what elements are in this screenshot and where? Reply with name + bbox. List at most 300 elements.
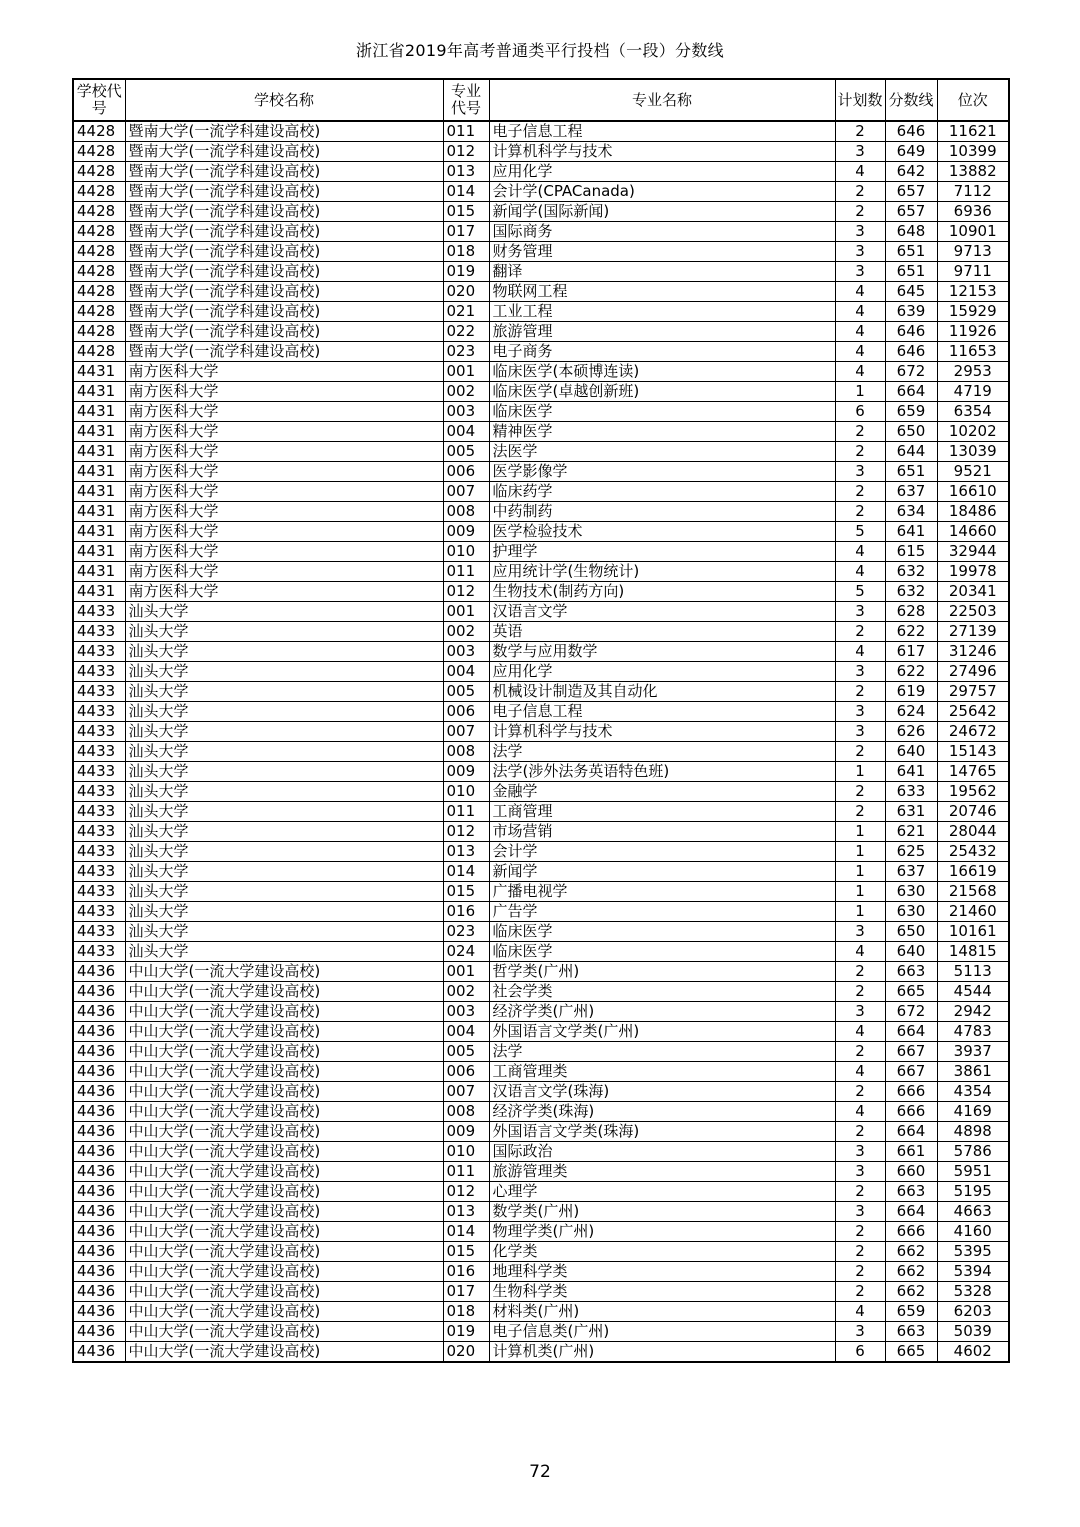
school-code-cell: 4428 [73, 322, 125, 342]
school-code-cell: 4433 [73, 882, 125, 902]
table-row [73, 282, 1009, 302]
major-name-cell: 社会学类 [489, 982, 835, 1002]
school-code-cell: 4431 [73, 442, 125, 462]
rank-cell: 18486 [937, 502, 1009, 522]
school-code-cell: 4436 [73, 1062, 125, 1082]
score-cell: 659 [885, 402, 937, 422]
major-code-cell: 009 [443, 522, 489, 542]
score-table [72, 78, 1010, 1363]
table-row [73, 642, 1009, 662]
major-name-cell: 会计学 [489, 842, 835, 862]
table-row [73, 142, 1009, 162]
table-row [73, 882, 1009, 902]
table-row [73, 121, 1009, 142]
plan-cell: 4 [835, 1062, 885, 1082]
school-name-cell: 汕头大学 [125, 942, 443, 962]
rank-cell: 16610 [937, 482, 1009, 502]
score-cell: 664 [885, 1022, 937, 1042]
school-code-cell: 4428 [73, 302, 125, 322]
rank-cell: 11621 [937, 121, 1009, 142]
major-name-cell: 电子信息工程 [489, 702, 835, 722]
major-code-cell: 005 [443, 682, 489, 702]
major-name-cell: 法学(涉外法务英语特色班) [489, 762, 835, 782]
school-name-cell: 中山大学(一流大学建设高校) [125, 1302, 443, 1322]
table-row [73, 1082, 1009, 1102]
school-name-cell: 汕头大学 [125, 782, 443, 802]
major-code-cell: 001 [443, 362, 489, 382]
school-name-cell: 中山大学(一流大学建设高校) [125, 1202, 443, 1222]
plan-cell: 6 [835, 402, 885, 422]
score-cell: 630 [885, 902, 937, 922]
plan-cell: 2 [835, 502, 885, 522]
plan-cell: 6 [835, 1342, 885, 1363]
major-name-cell: 计算机科学与技术 [489, 142, 835, 162]
table-row [73, 822, 1009, 842]
score-cell: 641 [885, 762, 937, 782]
school-code-cell: 4436 [73, 982, 125, 1002]
plan-cell: 4 [835, 342, 885, 362]
table-row [73, 422, 1009, 442]
school-code-cell: 4433 [73, 782, 125, 802]
school-name-cell: 南方医科大学 [125, 502, 443, 522]
plan-cell: 3 [835, 462, 885, 482]
rank-cell: 6354 [937, 402, 1009, 422]
rank-cell: 5328 [937, 1282, 1009, 1302]
score-cell: 662 [885, 1242, 937, 1262]
plan-cell: 1 [835, 822, 885, 842]
school-name-cell: 南方医科大学 [125, 582, 443, 602]
plan-cell: 4 [835, 1022, 885, 1042]
major-name-cell: 化学类 [489, 1242, 835, 1262]
school-code-cell: 4433 [73, 922, 125, 942]
score-cell: 666 [885, 1102, 937, 1122]
major-code-cell: 008 [443, 1102, 489, 1122]
school-name-cell: 南方医科大学 [125, 482, 443, 502]
table-row [73, 342, 1009, 362]
school-code-cell: 4431 [73, 482, 125, 502]
major-code-cell: 003 [443, 402, 489, 422]
rank-cell: 3861 [937, 1062, 1009, 1082]
plan-cell: 4 [835, 542, 885, 562]
plan-cell: 1 [835, 762, 885, 782]
rank-cell: 13882 [937, 162, 1009, 182]
major-name-cell: 数学与应用数学 [489, 642, 835, 662]
plan-cell: 2 [835, 1282, 885, 1302]
rank-cell: 16619 [937, 862, 1009, 882]
school-name-cell: 南方医科大学 [125, 522, 443, 542]
score-cell: 672 [885, 1002, 937, 1022]
major-name-cell: 电子商务 [489, 342, 835, 362]
plan-cell: 4 [835, 562, 885, 582]
school-name-cell: 南方医科大学 [125, 542, 443, 562]
school-name-cell: 南方医科大学 [125, 562, 443, 582]
table-row [73, 542, 1009, 562]
school-name-cell: 汕头大学 [125, 882, 443, 902]
rank-cell: 19978 [937, 562, 1009, 582]
rank-cell: 14815 [937, 942, 1009, 962]
major-code-cell: 010 [443, 542, 489, 562]
major-code-cell: 022 [443, 322, 489, 342]
rank-cell: 19562 [937, 782, 1009, 802]
plan-cell: 2 [835, 962, 885, 982]
plan-cell: 5 [835, 522, 885, 542]
score-cell: 646 [885, 342, 937, 362]
plan-cell: 4 [835, 322, 885, 342]
major-name-cell: 英语 [489, 622, 835, 642]
score-cell: 663 [885, 962, 937, 982]
rank-cell: 10399 [937, 142, 1009, 162]
table-row [73, 1282, 1009, 1302]
school-code-cell: 4428 [73, 262, 125, 282]
major-name-cell: 翻译 [489, 262, 835, 282]
major-name-cell: 旅游管理 [489, 322, 835, 342]
score-cell: 646 [885, 322, 937, 342]
plan-cell: 3 [835, 722, 885, 742]
score-cell: 619 [885, 682, 937, 702]
major-code-cell: 013 [443, 162, 489, 182]
major-name-cell: 医学检验技术 [489, 522, 835, 542]
table-row [73, 502, 1009, 522]
rank-cell: 4354 [937, 1082, 1009, 1102]
major-code-cell: 002 [443, 382, 489, 402]
major-code-cell: 023 [443, 342, 489, 362]
school-code-cell: 4428 [73, 162, 125, 182]
school-code-cell: 4431 [73, 542, 125, 562]
school-code-cell: 4436 [73, 1002, 125, 1022]
page-number: 72 [529, 1462, 551, 1482]
school-name-cell: 汕头大学 [125, 822, 443, 842]
plan-cell: 3 [835, 702, 885, 722]
major-code-cell: 024 [443, 942, 489, 962]
score-cell: 626 [885, 722, 937, 742]
score-cell: 637 [885, 482, 937, 502]
major-name-cell: 生物科学类 [489, 1282, 835, 1302]
major-code-cell: 011 [443, 1162, 489, 1182]
rank-cell: 9713 [937, 242, 1009, 262]
major-name-cell: 计算机科学与技术 [489, 722, 835, 742]
school-code-cell: 4428 [73, 282, 125, 302]
rank-cell: 21568 [937, 882, 1009, 902]
table-row [73, 982, 1009, 1002]
major-code-cell: 002 [443, 982, 489, 1002]
page-title: 浙江省2019年高考普通类平行投档（一段）分数线 [356, 41, 724, 60]
rank-cell: 2953 [937, 362, 1009, 382]
plan-cell: 4 [835, 362, 885, 382]
major-name-cell: 护理学 [489, 542, 835, 562]
school-code-cell: 4433 [73, 842, 125, 862]
score-cell: 632 [885, 562, 937, 582]
school-name-cell: 中山大学(一流大学建设高校) [125, 1102, 443, 1122]
school-code-cell: 4431 [73, 562, 125, 582]
table-row [73, 1302, 1009, 1322]
school-code-cell: 4433 [73, 622, 125, 642]
major-code-cell: 003 [443, 642, 489, 662]
plan-cell: 3 [835, 1002, 885, 1022]
table-row [73, 482, 1009, 502]
plan-cell: 2 [835, 742, 885, 762]
school-name-cell: 南方医科大学 [125, 422, 443, 442]
table-row [73, 382, 1009, 402]
major-code-cell: 013 [443, 1202, 489, 1222]
school-name-cell: 汕头大学 [125, 862, 443, 882]
plan-cell: 4 [835, 1102, 885, 1122]
school-name-cell: 暨南大学(一流学科建设高校) [125, 142, 443, 162]
plan-cell: 2 [835, 1242, 885, 1262]
table-row [73, 1102, 1009, 1122]
rank-cell: 21460 [937, 902, 1009, 922]
major-name-cell: 医学影像学 [489, 462, 835, 482]
school-code-cell: 4436 [73, 1262, 125, 1282]
table-row [73, 1262, 1009, 1282]
table-body [73, 121, 1009, 1362]
major-name-cell: 临床医学 [489, 922, 835, 942]
major-name-cell: 应用统计学(生物统计) [489, 562, 835, 582]
score-cell: 650 [885, 922, 937, 942]
major-name-cell: 国际商务 [489, 222, 835, 242]
plan-cell: 3 [835, 1162, 885, 1182]
school-name-cell: 汕头大学 [125, 662, 443, 682]
score-cell: 628 [885, 602, 937, 622]
header-school-code: 学校代号 [73, 79, 125, 121]
school-code-cell: 4428 [73, 142, 125, 162]
major-name-cell: 电子信息工程 [489, 121, 835, 142]
rank-cell: 6203 [937, 1302, 1009, 1322]
score-cell: 660 [885, 1162, 937, 1182]
school-code-cell: 4433 [73, 902, 125, 922]
school-name-cell: 暨南大学(一流学科建设高校) [125, 282, 443, 302]
table-row [73, 802, 1009, 822]
major-code-cell: 009 [443, 1122, 489, 1142]
school-name-cell: 汕头大学 [125, 622, 443, 642]
school-code-cell: 4436 [73, 1282, 125, 1302]
major-code-cell: 015 [443, 1242, 489, 1262]
school-name-cell: 中山大学(一流大学建设高校) [125, 1142, 443, 1162]
major-name-cell: 广播电视学 [489, 882, 835, 902]
major-code-cell: 008 [443, 502, 489, 522]
score-cell: 665 [885, 982, 937, 1002]
school-code-cell: 4431 [73, 382, 125, 402]
plan-cell: 2 [835, 442, 885, 462]
school-name-cell: 暨南大学(一流学科建设高校) [125, 162, 443, 182]
table-row [73, 262, 1009, 282]
header-plan: 计划数 [835, 79, 885, 121]
major-code-cell: 008 [443, 742, 489, 762]
school-name-cell: 中山大学(一流大学建设高校) [125, 1282, 443, 1302]
school-code-cell: 4436 [73, 1302, 125, 1322]
school-code-cell: 4431 [73, 522, 125, 542]
major-code-cell: 003 [443, 1002, 489, 1022]
major-code-cell: 012 [443, 822, 489, 842]
major-name-cell: 国际政治 [489, 1142, 835, 1162]
major-code-cell: 009 [443, 762, 489, 782]
score-cell: 631 [885, 802, 937, 822]
rank-cell: 5395 [937, 1242, 1009, 1262]
major-code-cell: 017 [443, 222, 489, 242]
school-name-cell: 汕头大学 [125, 702, 443, 722]
plan-cell: 4 [835, 942, 885, 962]
header-rank: 位次 [937, 79, 1009, 121]
plan-cell: 2 [835, 782, 885, 802]
plan-cell: 4 [835, 282, 885, 302]
school-name-cell: 汕头大学 [125, 902, 443, 922]
score-cell: 664 [885, 382, 937, 402]
header-score: 分数线 [885, 79, 937, 121]
rank-cell: 4544 [937, 982, 1009, 1002]
school-name-cell: 中山大学(一流大学建设高校) [125, 1162, 443, 1182]
header-major-name: 专业名称 [489, 79, 835, 121]
plan-cell: 1 [835, 842, 885, 862]
rank-cell: 4783 [937, 1022, 1009, 1042]
table-row [73, 1342, 1009, 1363]
rank-cell: 32944 [937, 542, 1009, 562]
school-name-cell: 暨南大学(一流学科建设高校) [125, 302, 443, 322]
score-cell: 664 [885, 1122, 937, 1142]
school-name-cell: 暨南大学(一流学科建设高校) [125, 121, 443, 142]
rank-cell: 15143 [937, 742, 1009, 762]
school-code-cell: 4431 [73, 502, 125, 522]
major-name-cell: 临床医学 [489, 942, 835, 962]
major-code-cell: 004 [443, 662, 489, 682]
plan-cell: 3 [835, 922, 885, 942]
school-code-cell: 4433 [73, 602, 125, 622]
rank-cell: 9711 [937, 262, 1009, 282]
school-code-cell: 4428 [73, 342, 125, 362]
school-code-cell: 4436 [73, 1322, 125, 1342]
major-name-cell: 新闻学 [489, 862, 835, 882]
school-name-cell: 中山大学(一流大学建设高校) [125, 1222, 443, 1242]
plan-cell: 2 [835, 802, 885, 822]
major-name-cell: 计算机类(广州) [489, 1342, 835, 1363]
school-code-cell: 4431 [73, 362, 125, 382]
major-name-cell: 市场营销 [489, 822, 835, 842]
plan-cell: 3 [835, 662, 885, 682]
school-name-cell: 暨南大学(一流学科建设高校) [125, 262, 443, 282]
score-cell: 646 [885, 121, 937, 142]
rank-cell: 20746 [937, 802, 1009, 822]
table-row [73, 842, 1009, 862]
school-code-cell: 4433 [73, 642, 125, 662]
major-code-cell: 019 [443, 262, 489, 282]
score-cell: 640 [885, 742, 937, 762]
major-name-cell: 广告学 [489, 902, 835, 922]
major-name-cell: 物联网工程 [489, 282, 835, 302]
table-row [73, 1162, 1009, 1182]
plan-cell: 4 [835, 1302, 885, 1322]
table-row [73, 1042, 1009, 1062]
plan-cell: 3 [835, 222, 885, 242]
school-code-cell: 4428 [73, 182, 125, 202]
major-name-cell: 临床医学(卓越创新班) [489, 382, 835, 402]
school-name-cell: 中山大学(一流大学建设高校) [125, 982, 443, 1002]
major-name-cell: 经济学类(广州) [489, 1002, 835, 1022]
major-name-cell: 物理学类(广州) [489, 1222, 835, 1242]
rank-cell: 13039 [937, 442, 1009, 462]
major-code-cell: 004 [443, 1022, 489, 1042]
major-name-cell: 外国语言文学类(广州) [489, 1022, 835, 1042]
table-row [73, 442, 1009, 462]
major-code-cell: 017 [443, 1282, 489, 1302]
score-cell: 661 [885, 1142, 937, 1162]
rank-cell: 2942 [937, 1002, 1009, 1022]
major-name-cell: 工商管理类 [489, 1062, 835, 1082]
school-code-cell: 4436 [73, 1022, 125, 1042]
major-name-cell: 新闻学(国际新闻) [489, 202, 835, 222]
table-row [73, 322, 1009, 342]
school-code-cell: 4436 [73, 1082, 125, 1102]
rank-cell: 5113 [937, 962, 1009, 982]
major-code-cell: 006 [443, 1062, 489, 1082]
rank-cell: 31246 [937, 642, 1009, 662]
plan-cell: 3 [835, 1142, 885, 1162]
rank-cell: 10202 [937, 422, 1009, 442]
school-code-cell: 4431 [73, 582, 125, 602]
school-code-cell: 4433 [73, 802, 125, 822]
school-code-cell: 4428 [73, 222, 125, 242]
school-name-cell: 暨南大学(一流学科建设高校) [125, 242, 443, 262]
table-row [73, 582, 1009, 602]
school-name-cell: 中山大学(一流大学建设高校) [125, 962, 443, 982]
plan-cell: 2 [835, 182, 885, 202]
school-code-cell: 4433 [73, 742, 125, 762]
score-cell: 637 [885, 862, 937, 882]
table-row [73, 722, 1009, 742]
school-name-cell: 中山大学(一流大学建设高校) [125, 1122, 443, 1142]
score-cell: 651 [885, 262, 937, 282]
major-code-cell: 006 [443, 462, 489, 482]
major-name-cell: 旅游管理类 [489, 1162, 835, 1182]
score-cell: 662 [885, 1282, 937, 1302]
major-code-cell: 019 [443, 1322, 489, 1342]
school-name-cell: 南方医科大学 [125, 402, 443, 422]
header-school-name: 学校名称 [125, 79, 443, 121]
major-name-cell: 临床医学(本硕博连读) [489, 362, 835, 382]
school-code-cell: 4433 [73, 702, 125, 722]
major-name-cell: 生物技术(制药方向) [489, 582, 835, 602]
school-name-cell: 中山大学(一流大学建设高校) [125, 1002, 443, 1022]
rank-cell: 15929 [937, 302, 1009, 322]
school-code-cell: 4436 [73, 1202, 125, 1222]
major-code-cell: 004 [443, 422, 489, 442]
score-cell: 615 [885, 542, 937, 562]
school-name-cell: 中山大学(一流大学建设高校) [125, 1022, 443, 1042]
school-name-cell: 汕头大学 [125, 842, 443, 862]
table-row [73, 702, 1009, 722]
table-row [73, 602, 1009, 622]
table-row [73, 902, 1009, 922]
major-name-cell: 应用化学 [489, 662, 835, 682]
table-row [73, 242, 1009, 262]
plan-cell: 2 [835, 422, 885, 442]
plan-cell: 3 [835, 1202, 885, 1222]
school-name-cell: 中山大学(一流大学建设高校) [125, 1322, 443, 1342]
major-name-cell: 法学 [489, 742, 835, 762]
rank-cell: 20341 [937, 582, 1009, 602]
major-name-cell: 精神医学 [489, 422, 835, 442]
school-code-cell: 4431 [73, 422, 125, 442]
rank-cell: 5951 [937, 1162, 1009, 1182]
score-cell: 662 [885, 1262, 937, 1282]
table-row [73, 762, 1009, 782]
major-name-cell: 哲学类(广州) [489, 962, 835, 982]
major-code-cell: 014 [443, 182, 489, 202]
rank-cell: 5394 [937, 1262, 1009, 1282]
table-header [73, 79, 1009, 121]
table-row [73, 462, 1009, 482]
table-row [73, 782, 1009, 802]
school-name-cell: 中山大学(一流大学建设高校) [125, 1082, 443, 1102]
score-cell: 659 [885, 1302, 937, 1322]
score-cell: 651 [885, 242, 937, 262]
